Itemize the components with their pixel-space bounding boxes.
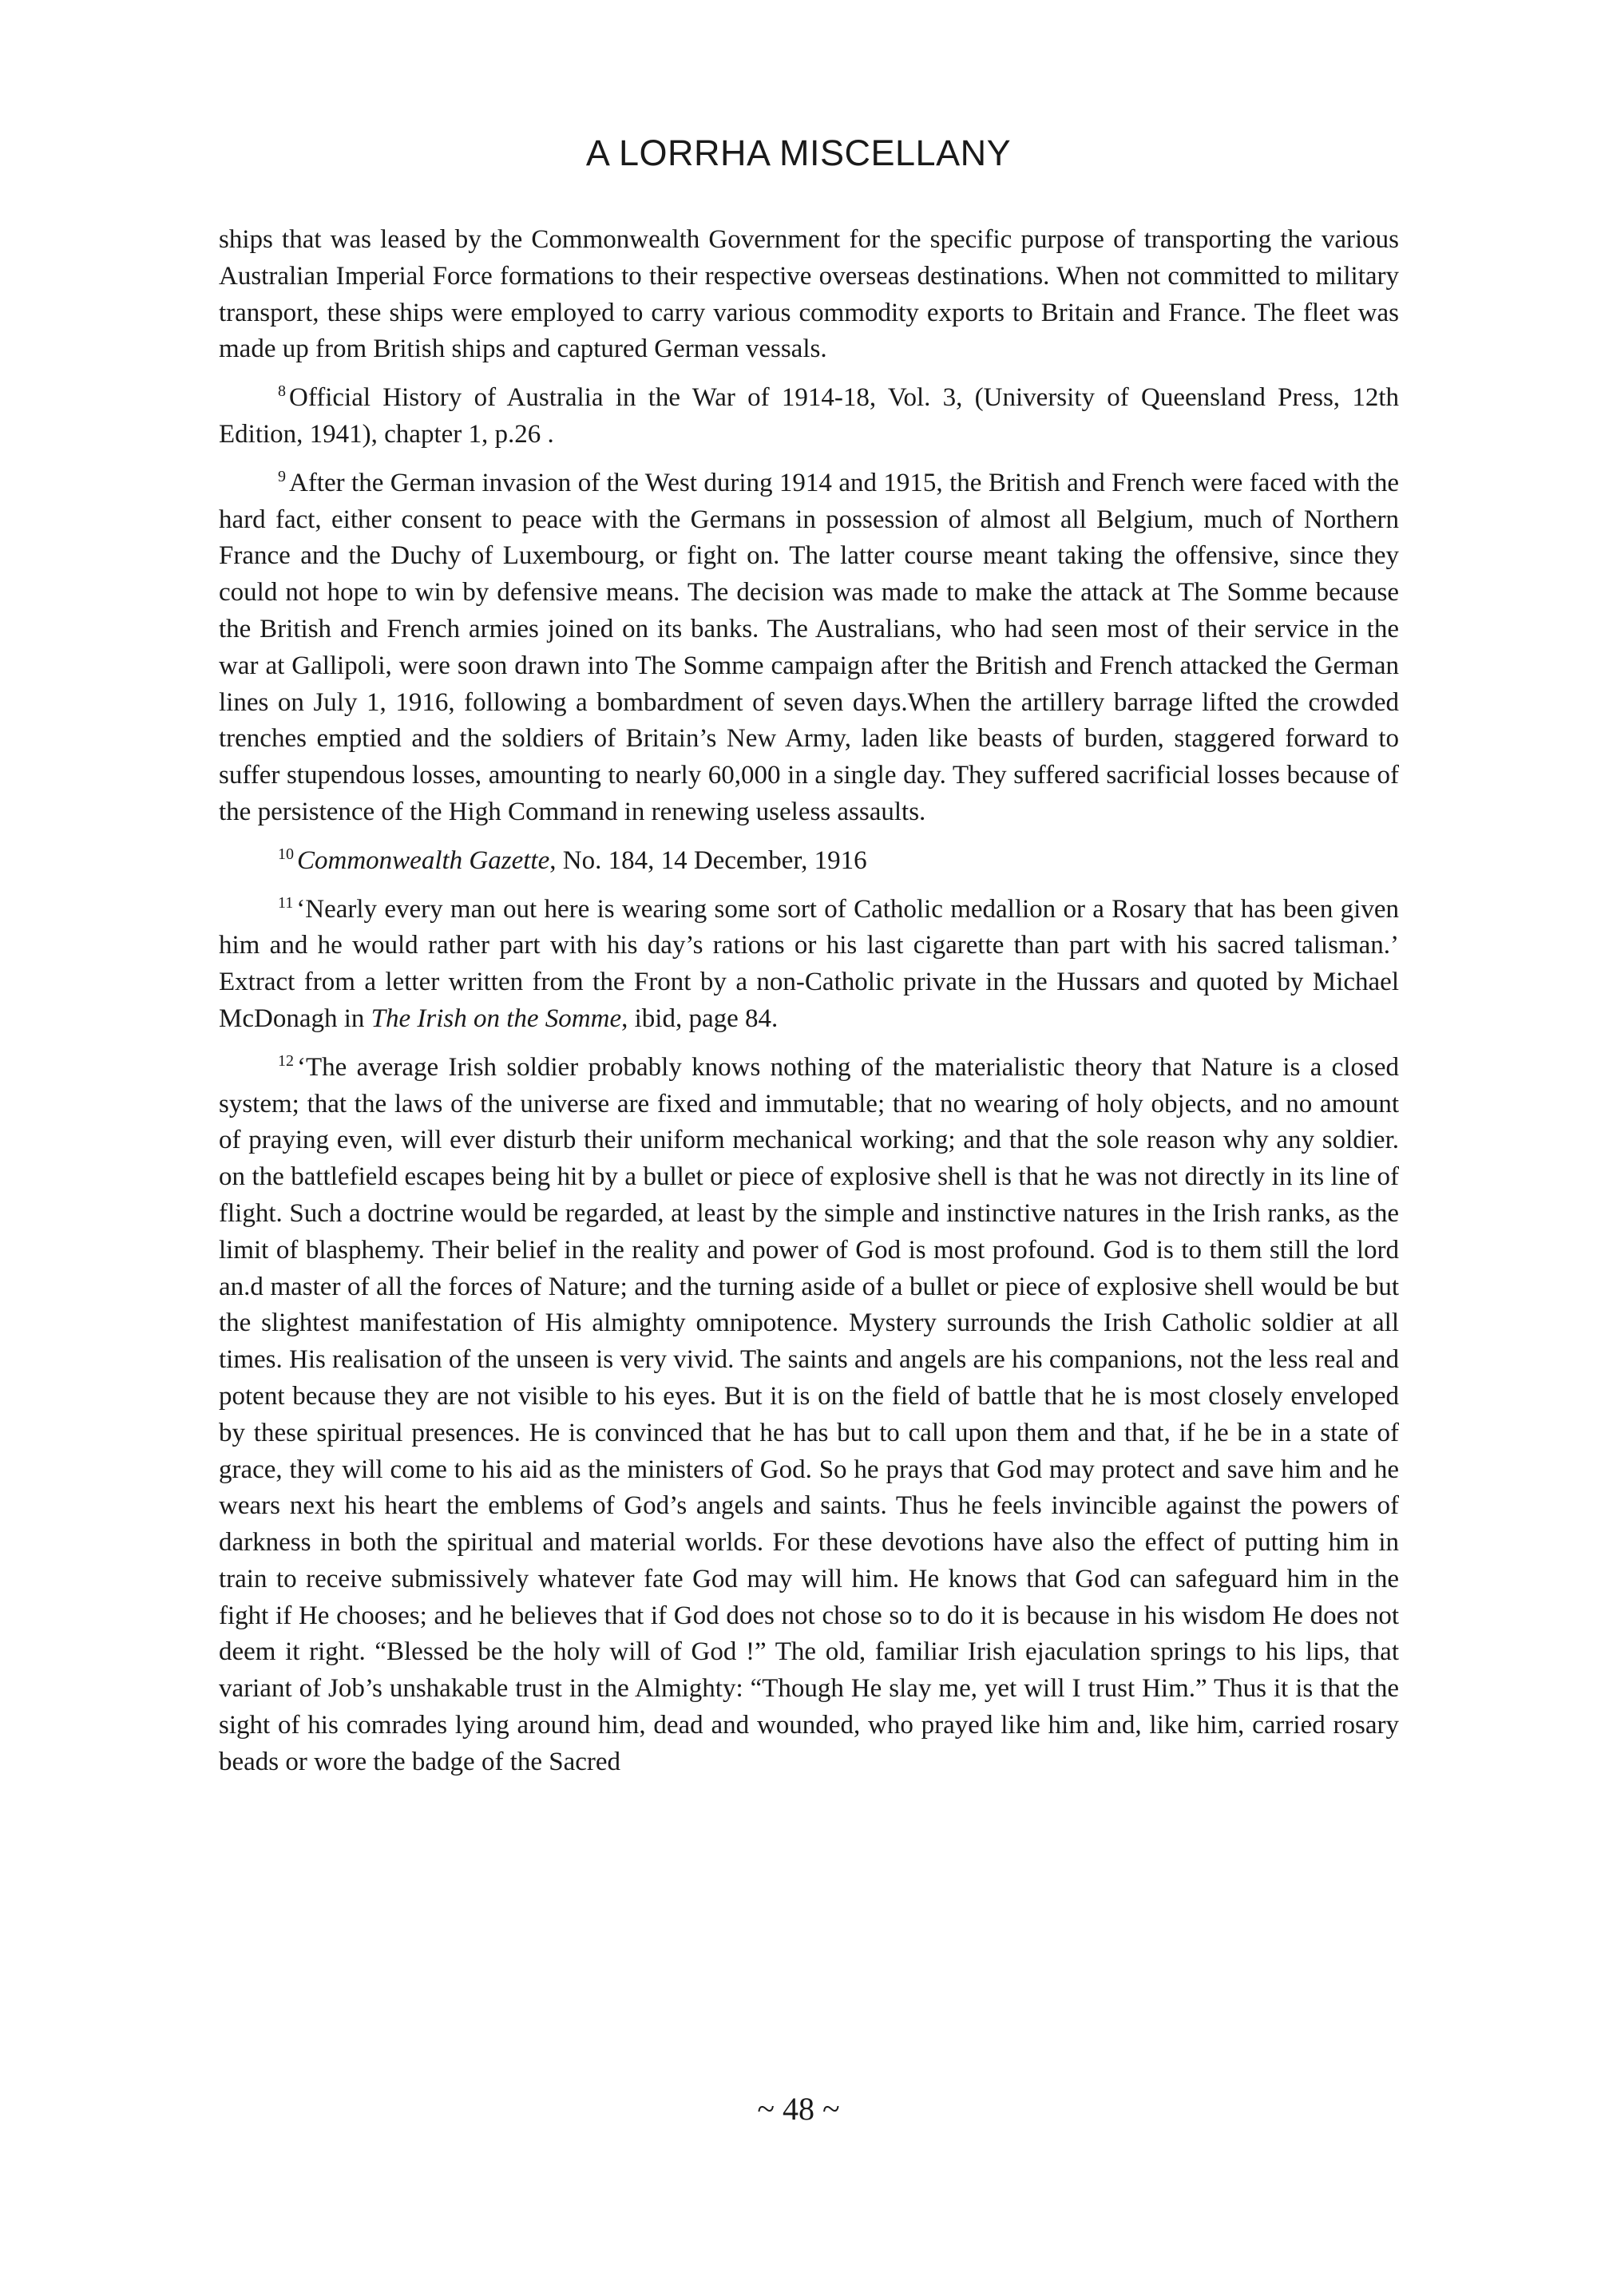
footnote-11	[219, 892, 1399, 1038]
footnote-marker: 12	[278, 1051, 294, 1070]
footnote-marker: 8	[278, 382, 286, 401]
footnotes-body	[219, 222, 1399, 1793]
footnote-text: ‘Nearly every man out here is wearing some sort of Catholic medallion or a Rosary that has been given him and he would rather part with his day’s rations or his last cigarette than part with his sacred talisman.’ Extract from a letter written from the Front by a non-Catholic private in the Hussars and quoted by Michael McDonagh in	[219, 894, 1399, 1033]
footnote-9	[219, 465, 1399, 831]
footnote-marker: 9	[278, 467, 286, 485]
footnote-text: After the German invasion of the West during 1914 and 1915, the British and French were faced with the hard fact, either consent to peace with the Germans in possession of almost all Belgium, much of Northern France and the Duchy of Luxembourg, or fight on. The latter course meant taking the offensive, since they could not hope to win by defensive means. The decision was made to make the attack at The Somme because the British and French armies joined on its banks. The Australians, who had seen most of their service in the war at Gallipoli, were soon drawn into The Somme campaign after the British and French attacked the German lines on July 1, 1916, following a bombardment of seven days.When the artillery barrage lifted the crowded trenches emptied and the soldiers of Britain’s New Army, laden like beasts of burden, staggered forward to suffer stupendous losses, amounting to nearly 60,000 in a single day. They suffered sacrificial losses because of the persistence of the High Command in renewing useless assaults.	[219, 468, 1399, 826]
footnote-italic-title: The Irish on the Somme	[371, 1004, 622, 1033]
footnote-text: ‘The average Irish soldier probably knows nothing of the materialistic theory that Nature is a closed system; that the laws of the universe are fixed and immutable; that no wearing of holy objects, and no amount of praying even, will ever disturb their uniform mechanical working; and that the sole reason why any soldier. on the battlefield escapes being hit by a bullet or piece of explosive shell is that he was not directly in its line of flight. Such a doctrine would be regarded, at least by the simple and instinctive natures in the Irish ranks, as the limit of blasphemy. Their belief in the reality and power of God is most profound. God is to them still the lord an.d master of all the forces of Nature; and the turning aside of a bullet or piece of explosive shell would be but the slightest manifestation of His almighty omnipotence. Mystery surrounds the Irish Catholic soldier at all times. His realisation of the unseen is very vivid. The saints and angels are his companions, not the less real and potent because they are not visible to his eyes. But it is on the field of battle that he is most closely enveloped by these spiritual presences. He is convinced that he has but to call upon them and that, if he be in a state of grace, they will come to his aid as the ministers of God. So he prays that God may protect and save him and he wears next his heart the emblems of God’s angels and saints. Thus he feels invincible against the powers of darkness in both the spiritual and material worlds. For these devotions have also the effect of putting him in train to receive submissively whatever fate God may will him. He knows that God can safeguard him in the fight if He chooses; and he believes that if God does not chose so to do it is because in his wisdom He does not deem it right. “Blessed be the holy will of God !” The old, familiar Irish ejaculation springs to his lips, that variant of Job’s unshakable trust in the Almighty: “Though He slay me, yet will I trust Him.” Thus it is that the sight of his comrades lying around him, dead and wounded, who prayed like him and, like him, carried rosary beads or wore the badge of the Sacred	[219, 1052, 1399, 1776]
page-number: ~ 48 ~	[757, 2091, 840, 2127]
footnote-10	[219, 843, 1399, 880]
footnote-text: , No. 184, 14 December, 1916	[549, 845, 867, 875]
footnote-12	[219, 1050, 1399, 1781]
running-title: A LORRHA MISCELLANY	[585, 133, 1012, 173]
footnote-7-continued	[219, 222, 1399, 368]
footnote-text: ships that was leased by the Commonwealth Government for the specific purpose of transporting the various Australian Imperial Force formations to their respective overseas destinations. When not committed to military transport, these ships were employed to carry various commodity exports to Britain and France. The fleet was made up from British ships and captured German vessals.	[219, 225, 1399, 364]
footnote-italic-title: Commonwealth Gazette	[297, 845, 550, 875]
footnote-8	[219, 380, 1399, 453]
footnote-marker: 11	[278, 893, 294, 912]
footnote-text: Official History of Australia in the War of 1914-18, Vol. 3, (University of Queensland Press, 12th Edition, 1941), chapter 1, p.26 .	[219, 383, 1399, 449]
footnote-text: , ibid, page 84.	[621, 1004, 779, 1033]
footnote-marker: 10	[278, 845, 294, 863]
